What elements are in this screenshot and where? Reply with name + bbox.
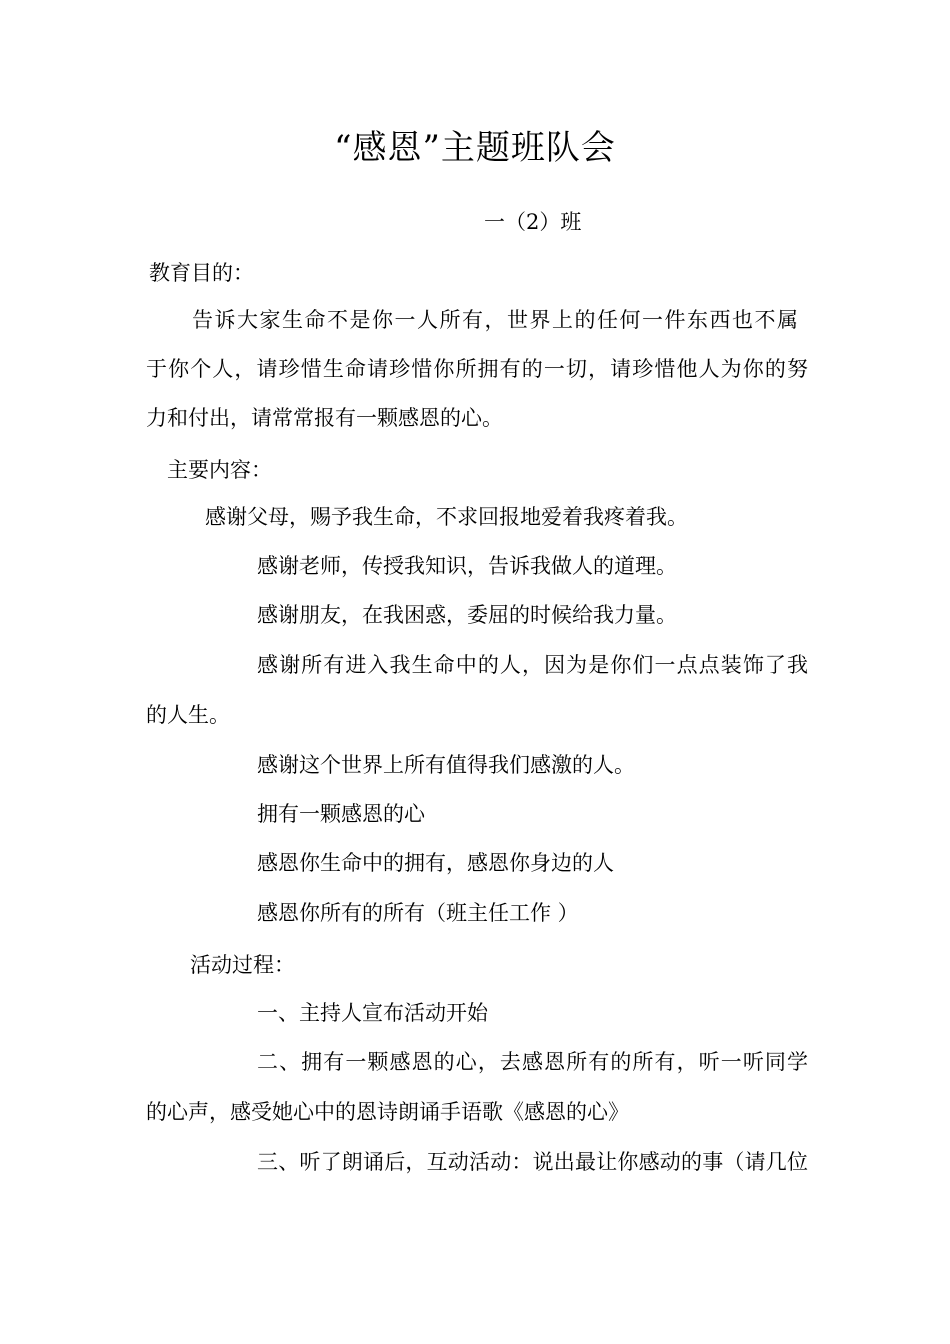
purpose-heading: 教育目的： — [149, 261, 254, 285]
content-line-9: 感恩你所有的所有（班主任工作 ） — [257, 901, 579, 925]
content-heading: 主要内容： — [167, 458, 272, 482]
content-line-6: 感谢这个世界上所有值得我们感激的人。 — [257, 753, 635, 777]
process-line-3: 的心声，感受她心中的恩诗朗诵手语歌《感恩的心》 — [146, 1100, 629, 1124]
class-name: 一（2）班 — [484, 210, 582, 234]
content-line-1: 感谢父母，赐予我生命，不求回报地爱着我疼着我。 — [205, 505, 688, 529]
content-line-5: 的人生。 — [146, 703, 230, 727]
process-heading: 活动过程： — [190, 953, 295, 977]
content-line-4: 感谢所有进入我生命中的人，因为是你们一点点装饰了我 — [257, 653, 808, 677]
process-line-2: 二、拥有一颗感恩的心，去感恩所有的所有，听一听同学 — [257, 1050, 808, 1074]
content-line-7: 拥有一颗感恩的心 — [257, 802, 425, 826]
content-line-2: 感谢老师，传授我知识，告诉我做人的道理。 — [257, 554, 677, 578]
purpose-line-2: 于你个人，请珍惜生命请珍惜你所拥有的一切，请珍惜他人为你的努 — [146, 357, 808, 381]
purpose-line-1: 告诉大家生命不是你一人所有，世界上的任何一件东西也不属 — [192, 308, 798, 332]
process-line-4: 三、听了朗诵后，互动活动：说出最让你感动的事（请几位 — [257, 1150, 808, 1174]
document-title: “感恩”主题班队会 — [334, 128, 616, 168]
process-line-1: 一、主持人宣布活动开始 — [257, 1001, 488, 1025]
content-line-3: 感谢朋友，在我困惑，委屈的时候给我力量。 — [257, 603, 677, 627]
purpose-line-3: 力和付出，请常常报有一颗感恩的心。 — [146, 406, 503, 430]
content-line-8: 感恩你生命中的拥有，感恩你身边的人 — [257, 851, 614, 875]
